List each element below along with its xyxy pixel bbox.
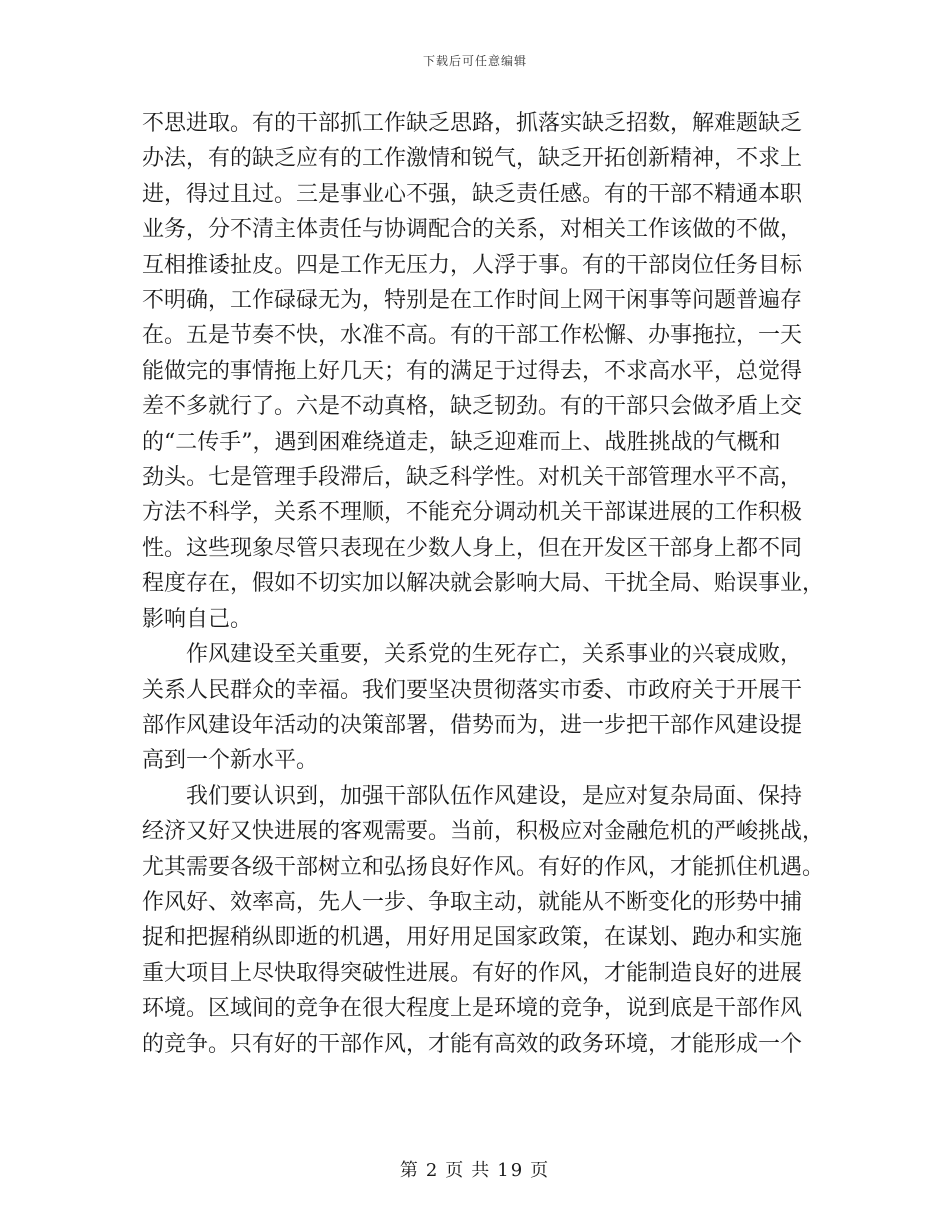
text-line: 办法，有的缺乏应有的工作激情和锐气，缺乏开拓创新精神，不求上 bbox=[142, 146, 803, 172]
footer-prefix: 第 bbox=[399, 1160, 420, 1181]
current-page-number: 2 bbox=[425, 1160, 440, 1181]
text-line: 方法不科学，关系不理顺，不能充分调动机关干部谋进展的工作积极 bbox=[142, 500, 803, 526]
paragraph-3 bbox=[142, 779, 825, 1062]
text-line: 捉和把握稍纵即逝的机遇，用好用足国家政策，在谋划、跑办和实施 bbox=[142, 925, 803, 951]
text-line: 作风建设至关重要，关系党的生死存亡，关系事业的兴衰成败， bbox=[186, 642, 803, 668]
text-line: 互相推诿扯皮。四是工作无压力，人浮于事。有的干部岗位任务目标 bbox=[142, 252, 803, 278]
text-line: 进，得过且过。三是事业心不强，缺乏责任感。有的干部不精通本职 bbox=[142, 181, 803, 207]
paragraph-1 bbox=[142, 106, 825, 637]
page-header: 下载后可任意编辑 bbox=[422, 54, 527, 68]
text-line: 经济又好又快进展的客观需要。当前，积极应对金融危机的严峻挑战， bbox=[142, 819, 825, 845]
text-line: 业务，分不清主体责任与协调配合的关系，对相关工作该做的不做， bbox=[142, 217, 803, 243]
text-line: 能做完的事情拖上好几天；有的满足于过得去，不求高水平，总觉得 bbox=[142, 358, 803, 384]
text-line: 不明确，工作碌碌无为，特别是在工作时间上网干闲事等问题普遍存 bbox=[142, 288, 803, 314]
text-line: 关系人民群众的幸福。我们要坚决贯彻落实市委、市政府关于开展干 bbox=[142, 677, 803, 703]
text-line: 的“二传手”，遇到困难绕道走，缺乏迎难而上、战胜挑战的气概和 bbox=[142, 429, 781, 455]
footer-total-label: 共 bbox=[471, 1160, 492, 1181]
text-line: 差不多就行了。六是不动真格，缺乏韧劲。有的干部只会做矛盾上交 bbox=[142, 394, 803, 420]
footer-suffix: 页 bbox=[530, 1160, 551, 1181]
text-line: 性。这些现象尽管只表现在少数人身上，但在开发区干部身上都不同 bbox=[142, 535, 803, 561]
page-footer bbox=[0, 1156, 950, 1182]
text-line: 在。五是节奏不快，水准不高。有的干部工作松懈、办事拖拉，一天 bbox=[142, 323, 803, 349]
text-line: 影响自己。 bbox=[142, 606, 253, 632]
footer-page-label: 页 bbox=[445, 1160, 466, 1181]
text-line: 不思进取。有的干部抓工作缺乏思路，抓落实缺乏招数，解难题缺乏 bbox=[142, 111, 803, 136]
paragraph-2 bbox=[142, 637, 812, 779]
total-pages-number: 19 bbox=[497, 1160, 525, 1181]
text-line: 部作风建设年活动的决策部署，借势而为，进一步把干部作风建设提 bbox=[142, 712, 803, 738]
text-line: 的竞争。只有好的干部作风，才能有高效的政务环境，才能形成一个 bbox=[142, 1031, 803, 1057]
document-body bbox=[142, 106, 825, 1062]
text-line: 程度存在，假如不切实加以解决就会影响大局、干扰全局、贻误事业， bbox=[142, 571, 825, 597]
text-line: 尤其需要各级干部树立和弘扬良好作风。有好的作风，才能抓住机遇。 bbox=[142, 854, 825, 880]
text-line: 劲头。七是管理手段滞后，缺乏科学性。对机关干部管理水平不高， bbox=[142, 465, 803, 491]
text-line: 环境。区域间的竞争在很大程度上是环境的竞争，说到底是干部作风 bbox=[142, 996, 803, 1022]
text-line: 作风好、效率高，先人一步、争取主动，就能从不断变化的形势中捕 bbox=[142, 889, 803, 915]
text-line: 我们要认识到，加强干部队伍作风建设，是应对复杂局面、保持 bbox=[186, 783, 803, 809]
text-line: 重大项目上尽快取得突破性进展。有好的作风，才能制造良好的进展 bbox=[142, 960, 803, 986]
text-line: 高到一个新水平。 bbox=[142, 748, 319, 774]
